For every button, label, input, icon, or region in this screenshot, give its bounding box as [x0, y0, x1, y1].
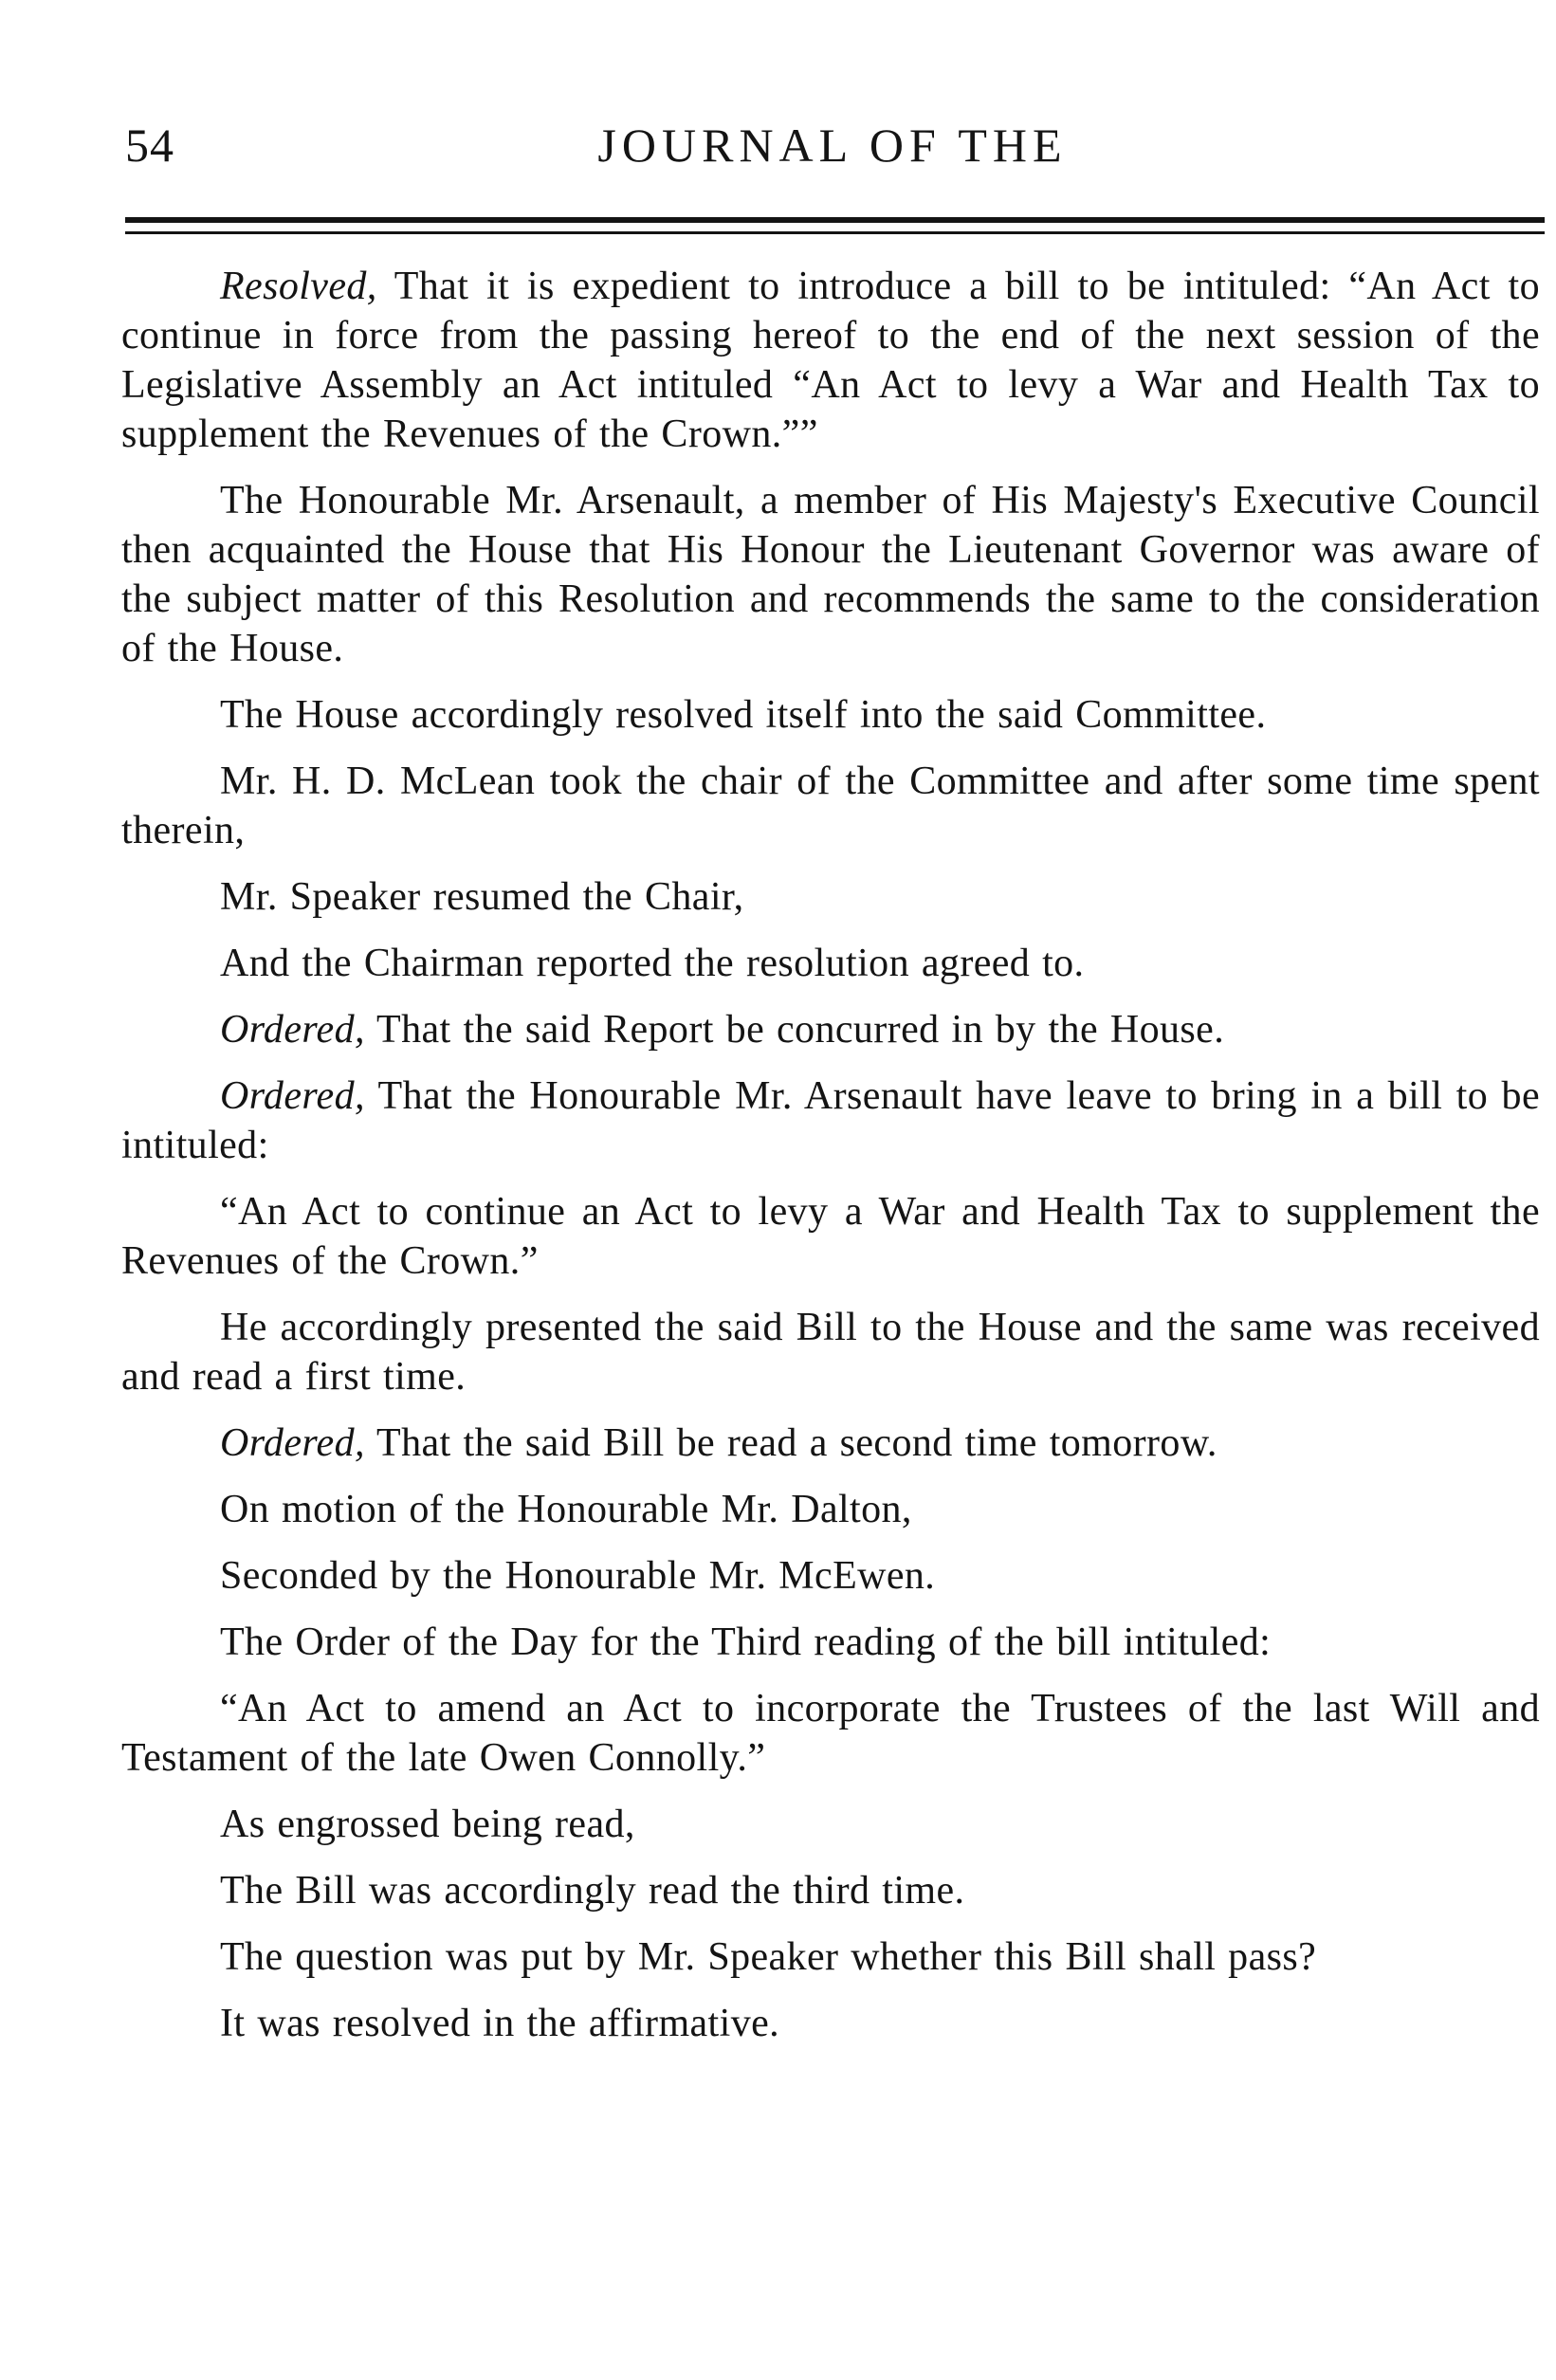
page-header — [125, 112, 1540, 178]
header-rule-thin — [125, 231, 1545, 234]
paragraph — [121, 1187, 1540, 1286]
paragraph-text: It was resolved in the affirmative. — [220, 2002, 780, 2045]
paragraph — [121, 1999, 1540, 2048]
running-head: JOURNAL OF THE — [597, 119, 1068, 172]
paragraph — [121, 1866, 1540, 1915]
paragraph-text: The Bill was accordingly read the third time. — [220, 1869, 965, 1913]
paragraph — [121, 939, 1540, 988]
paragraph-text: “An Act to continue an Act to levy a War and Health Tax to supplement the Revenues of the Crown.” — [121, 1190, 1540, 1283]
paragraph-text: That it is expedient to introduce a bill to be intituled: “An Act to continue in force from the passing hereof to the end of the next session of the Legislative Assembly an Act intituled “An Act to levy a War and Health Tax to supplement the Revenues of the Crown.”” — [121, 265, 1540, 456]
header-rule-thick — [125, 217, 1545, 223]
paragraph-lead: Ordered, — [220, 1008, 365, 1052]
paragraph — [121, 1485, 1540, 1534]
paragraph-text: As engrossed being read, — [220, 1803, 635, 1846]
paragraph-text: He accordingly presented the said Bill to the House and the same was received and read a first time. — [121, 1306, 1540, 1399]
page-number: 54 — [125, 119, 174, 172]
paragraph — [121, 262, 1540, 459]
paragraph-text: The Order of the Day for the Third reading of the bill intituled: — [220, 1620, 1272, 1664]
paragraph — [121, 1800, 1540, 1849]
paragraph-text: The House accordingly resolved itself into the said Committee. — [220, 693, 1267, 737]
paragraph-text: Mr. H. D. McLean took the chair of the Committee and after some time spent therein, — [121, 760, 1540, 852]
paragraph — [121, 1551, 1540, 1601]
paragraph — [121, 872, 1540, 922]
paragraph — [121, 1071, 1540, 1170]
paragraph — [121, 476, 1540, 673]
paragraph — [121, 1303, 1540, 1401]
paragraph — [121, 690, 1540, 740]
journal-body — [121, 262, 1540, 2065]
paragraph — [121, 1419, 1540, 1468]
paragraph-text: “An Act to amend an Act to incorporate the Trustees of the last Will and Testament of the late Owen Connolly.” — [121, 1687, 1540, 1780]
paragraph-text: The question was put by Mr. Speaker whether this Bill shall pass? — [220, 1935, 1317, 1979]
paragraph-text: And the Chairman reported the resolution agreed to. — [220, 942, 1085, 985]
paragraph-text: The Honourable Mr. Arsenault, a member of His Majesty's Executive Council then acquainted the House that His Honour the Lieutenant Governor was aware of the subject matter of this Resolution and recommends the same to the consideration of the House. — [121, 479, 1540, 670]
paragraph-text: On motion of the Honourable Mr. Dalton, — [220, 1488, 912, 1531]
paragraph-text: That the Honourable Mr. Arsenault have leave to bring in a bill to be intituled: — [121, 1074, 1540, 1167]
paragraph — [121, 1932, 1540, 1982]
paragraph — [121, 1005, 1540, 1054]
paragraph-text: Seconded by the Honourable Mr. McEwen. — [220, 1554, 936, 1598]
paragraph — [121, 1618, 1540, 1667]
paragraph — [121, 1684, 1540, 1783]
paragraph-lead: Ordered, — [220, 1074, 365, 1118]
paragraph-text: That the said Bill be read a second time tomorrow. — [364, 1421, 1217, 1465]
paragraph — [121, 757, 1540, 855]
paragraph-lead: Ordered, — [220, 1421, 365, 1465]
paragraph-lead: Resolved, — [220, 265, 377, 308]
paragraph-text: Mr. Speaker resumed the Chair, — [220, 875, 744, 919]
paragraph-text: That the said Report be concurred in by the House. — [364, 1008, 1225, 1052]
